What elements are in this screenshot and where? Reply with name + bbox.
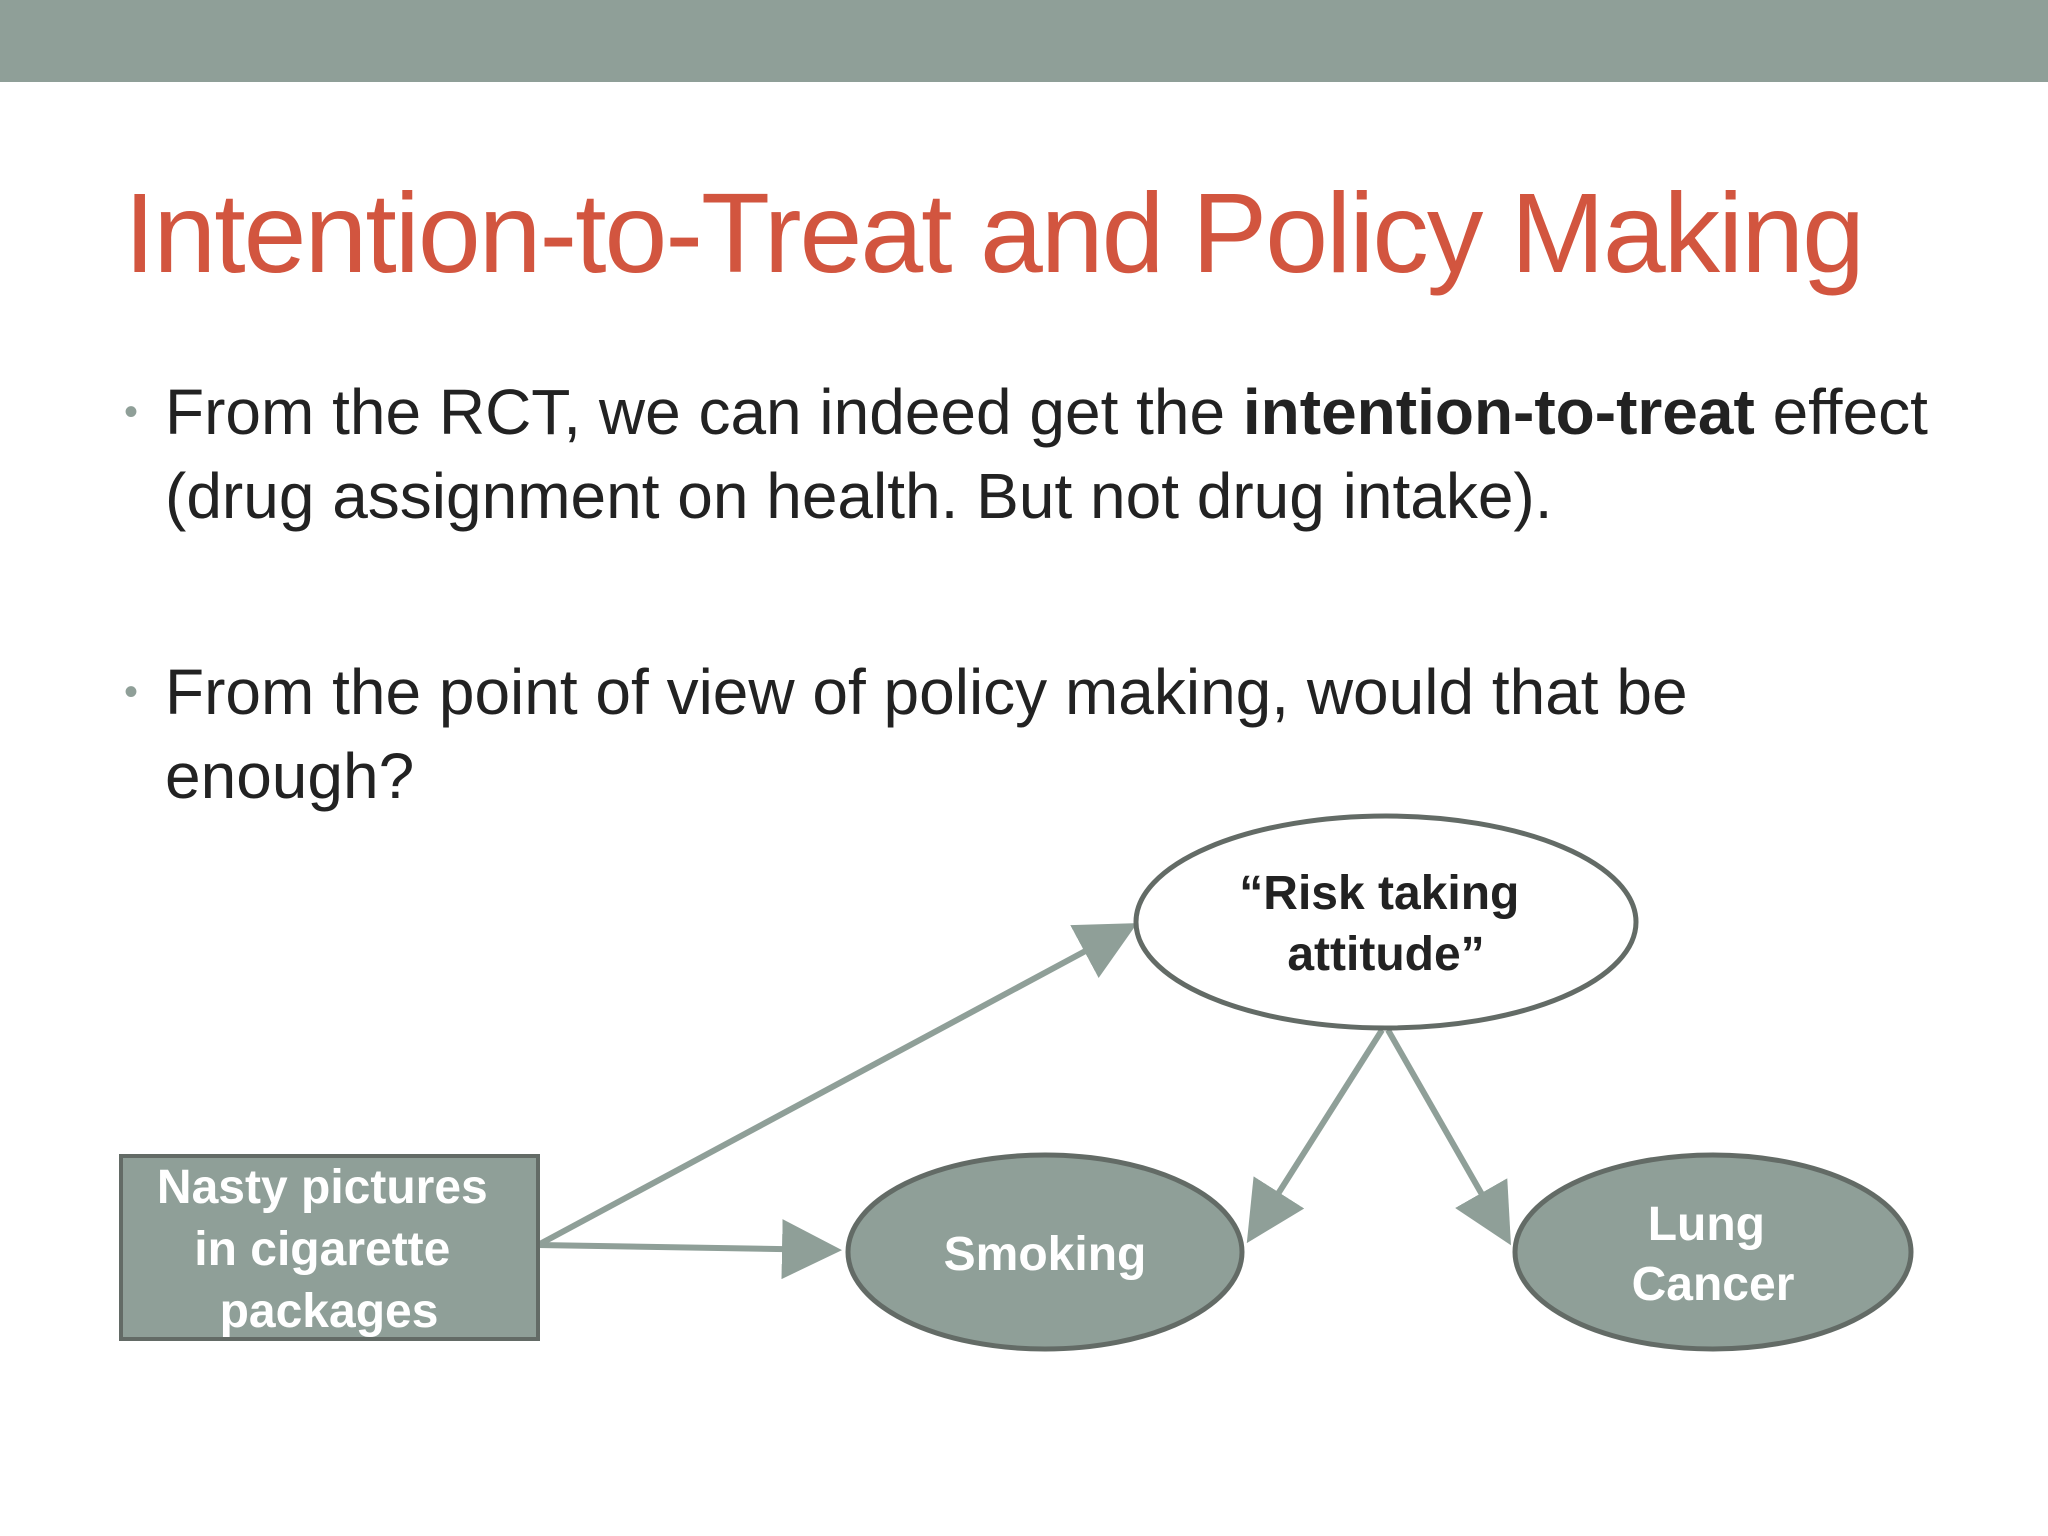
- node-cancer-line-2: Cancer: [1631, 1258, 1795, 1311]
- bullet-1-prefix: From the RCT, we can indeed get the: [165, 376, 1243, 448]
- edge-risk-to-cancer: [1388, 1030, 1508, 1240]
- node-risk-line-2: attitude”: [1287, 928, 1485, 981]
- bullet-1-bold: intention-to-treat: [1242, 376, 1755, 448]
- node-smoking: [848, 1155, 1242, 1349]
- node-smoking-label: Smoking: [943, 1228, 1147, 1281]
- node-lung-cancer: [1515, 1155, 1911, 1349]
- node-treatment-line-2: in cigarette: [194, 1223, 451, 1276]
- bullet-1-suffix: effect (drug assignment on health. But not drug intake).: [165, 376, 1928, 532]
- bullet-icon: •: [124, 390, 139, 434]
- node-risk-line-1: “Risk taking: [1239, 867, 1520, 920]
- bullet-2-prefix: From the point of view of policy making, would that be enough?: [165, 656, 1688, 812]
- slide-title: Intention-to-Treat and Policy Making: [124, 170, 1863, 296]
- node-cancer-line-1: Lung: [1647, 1198, 1765, 1251]
- node-treatment-line-3: packages: [219, 1285, 439, 1338]
- edge-risk-to-smoking: [1250, 1030, 1382, 1238]
- svg-text:Smoking: [944, 1228, 1147, 1281]
- edge-treatment-to-smoking: [538, 1245, 836, 1250]
- node-risk-taking-attitude: [1136, 816, 1636, 1028]
- node-treatment-line-1: Nasty pictures: [156, 1161, 488, 1214]
- bullet-icon: •: [124, 670, 139, 714]
- node-treatment: [121, 1156, 538, 1339]
